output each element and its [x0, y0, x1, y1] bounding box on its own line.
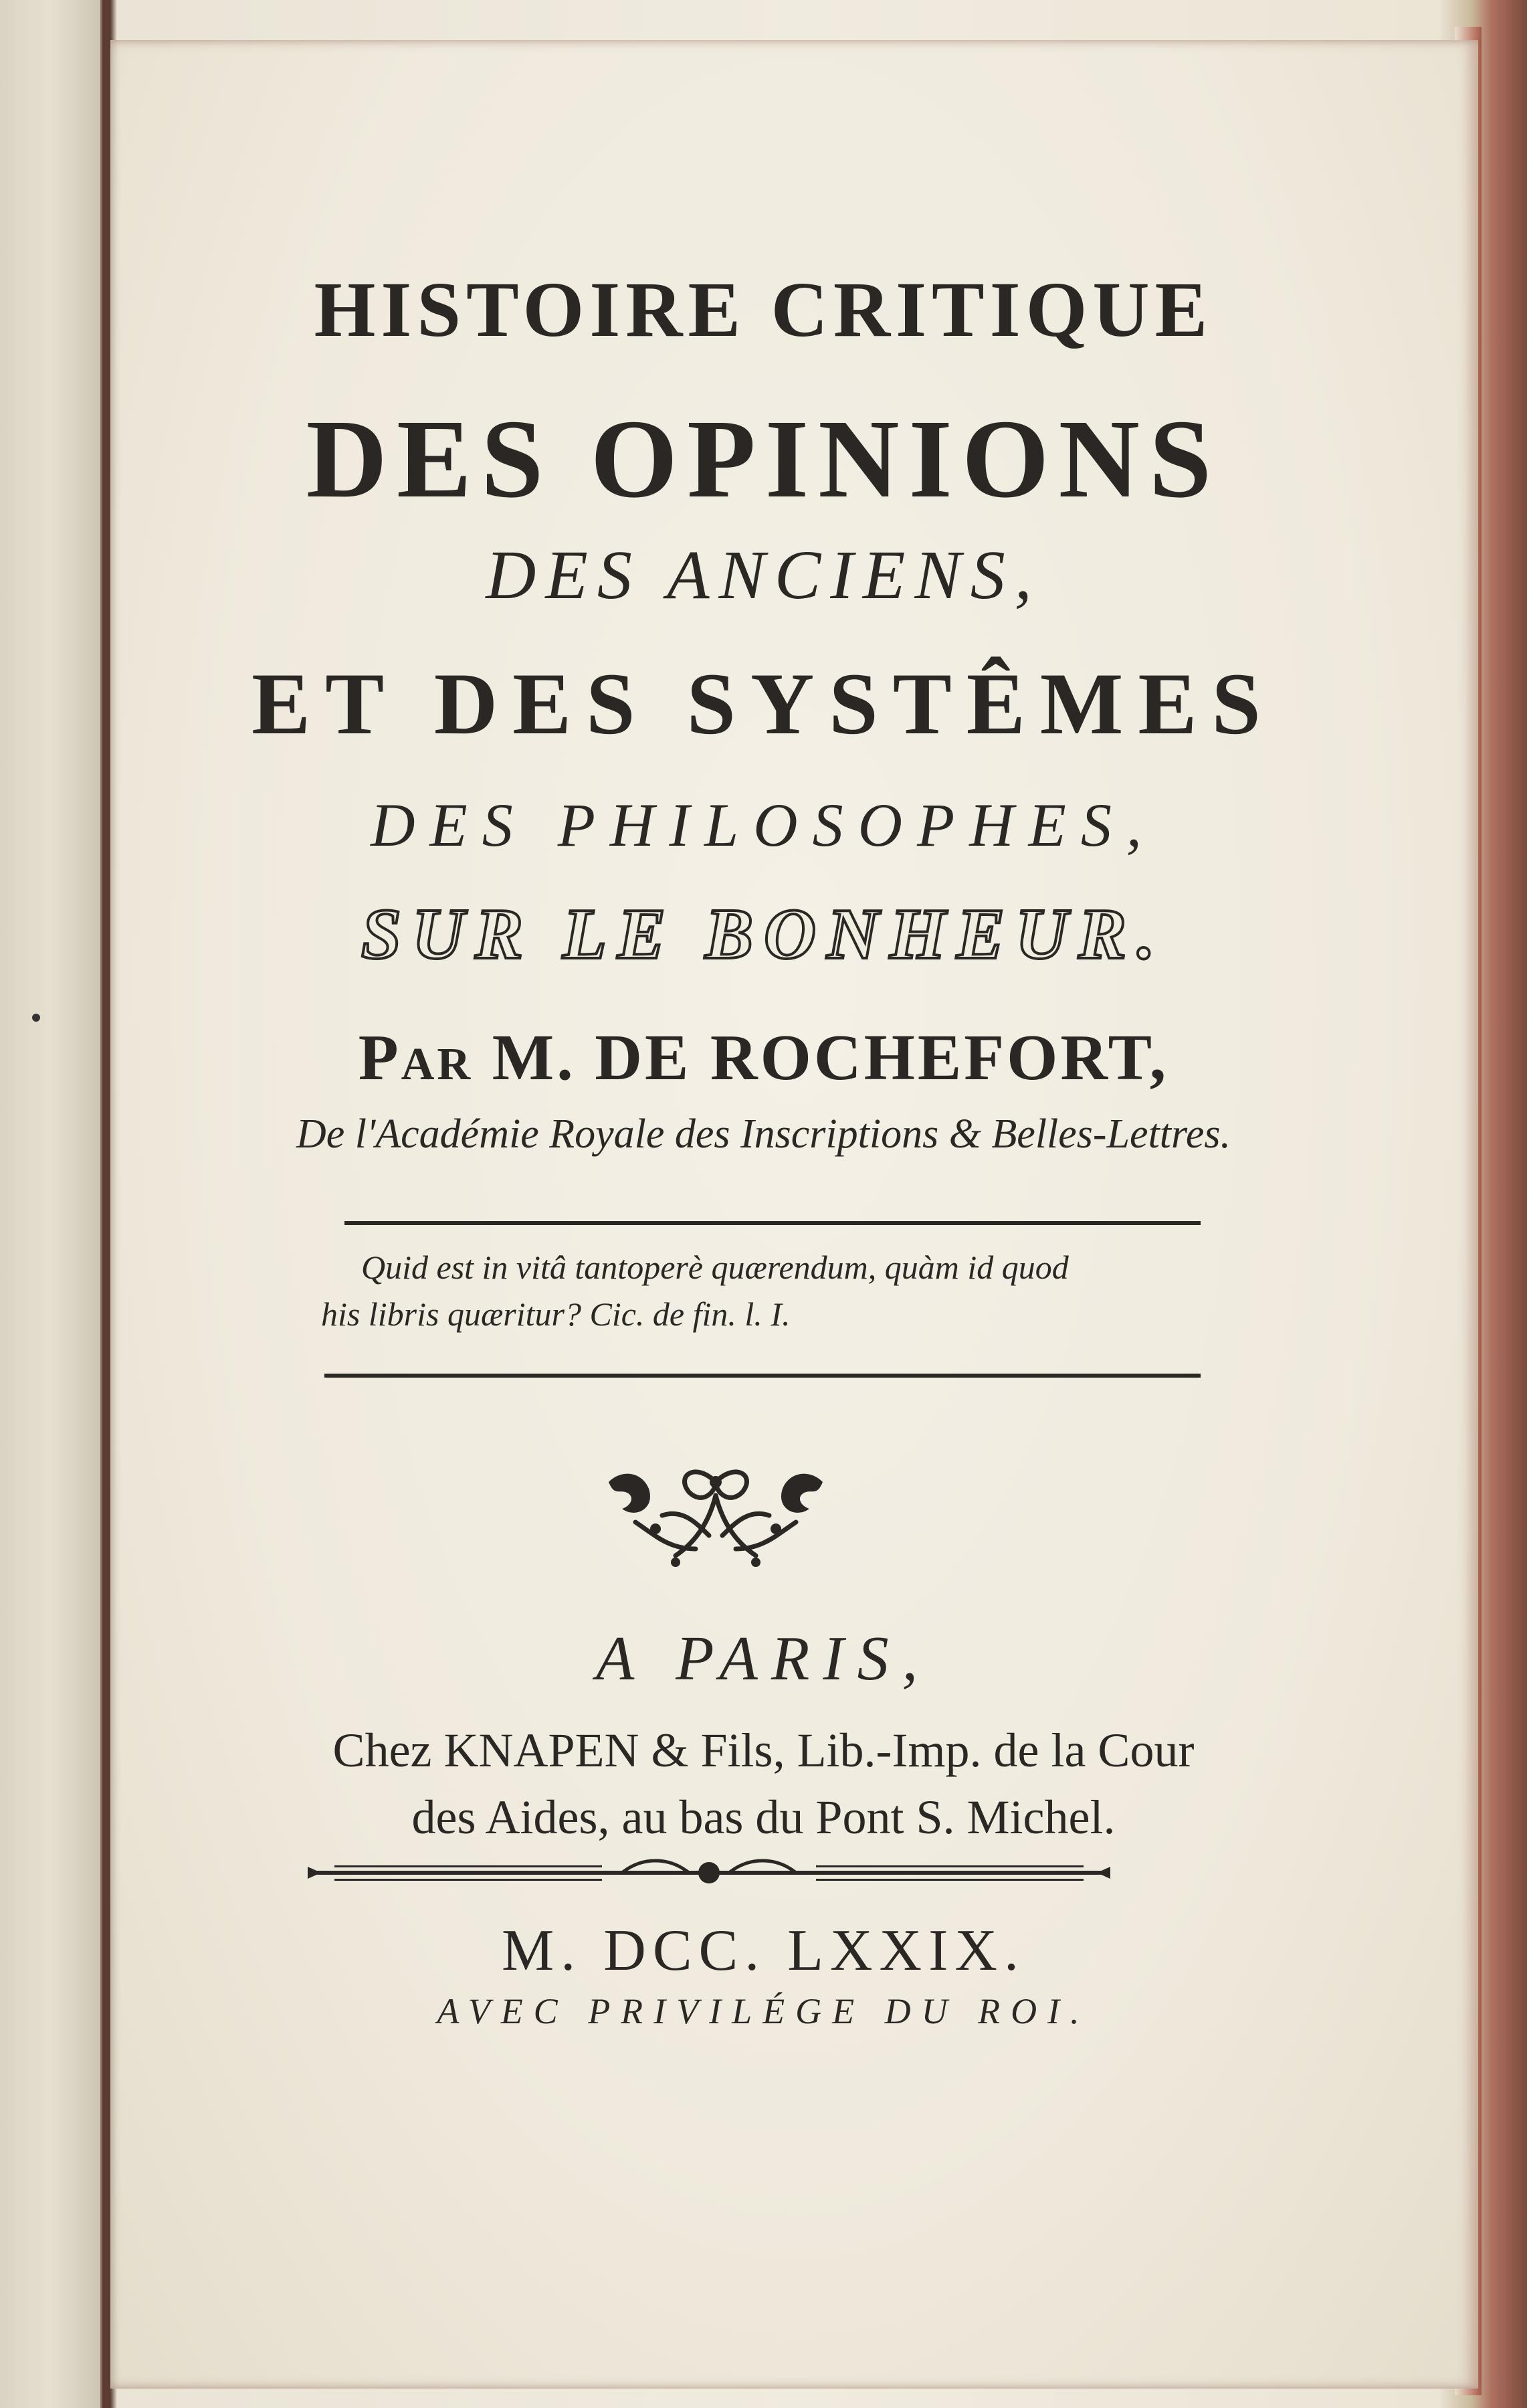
publisher-line-1: Chez KNAPEN & Fils, Lib.-Imp. de la Cour: [332, 1724, 1195, 1777]
place-line: A PARIS,: [595, 1624, 932, 1693]
rule-bottom: [324, 1374, 1201, 1378]
left-page: [0, 0, 102, 2408]
rule-top: [344, 1221, 1201, 1225]
title-line-5: DES PHILOSOPHES,: [371, 791, 1156, 859]
title-line-2: DES OPINIONS: [306, 397, 1221, 521]
ornamental-rule-icon: [308, 1853, 1110, 1893]
author-line: Par M. DE ROCHEFORT,: [358, 1022, 1169, 1094]
title-line-4: ET DES SYSTÊMES: [251, 654, 1276, 753]
title-line-1: HISTOIRE CRITIQUE: [314, 266, 1213, 353]
title-page: [110, 40, 1478, 2389]
floral-ornament-icon: [595, 1455, 836, 1576]
affiliation-line: De l'Académie Royale des Inscriptions & Belles-Lettres.: [296, 1111, 1231, 1157]
title-line-6: SUR LE BONHEUR.: [361, 895, 1166, 974]
epigraph-line-2: his libris quæritur? Cic. de fin. l. I.: [321, 1295, 791, 1333]
epigraph-line-1: Quid est in vitâ tantoperè quærendum, quàm id quod: [361, 1248, 1069, 1286]
privilege-line: AVEC PRIVILÉGE DU ROI.: [437, 1991, 1090, 2031]
title-line-3: DES ANCIENS,: [486, 537, 1041, 614]
publisher-line-2: des Aides, au bas du Pont S. Michel.: [411, 1790, 1116, 1844]
year-line: M. DCC. LXXIX.: [502, 1918, 1025, 1983]
